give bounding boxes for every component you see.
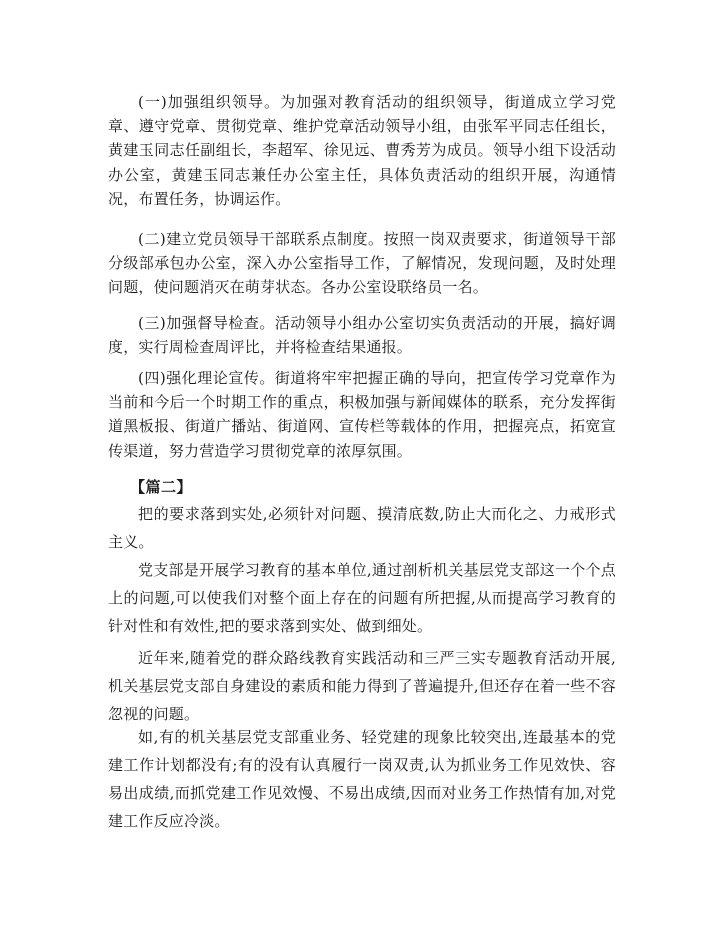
paragraph-recent-years: 近年来,随着党的群众路线教育实践活动和三严三实专题教育活动开展,机关基层党支部自身建设的素质和能力得到了普遍提升,但还存在着一些不容忽视的问题。 bbox=[108, 649, 616, 723]
section-heading: 【篇二】 bbox=[130, 478, 193, 496]
paragraph-examples: 如,有的机关基层党支部重业务、轻党建的现象比较突出,连最基本的党建工作计划都没有;有的没有认真履行一岗双责,认为抓业务工作见效快、容易出成绩,而抓党建工作见效慢、不易出成绩,因而对业务工作热情有加,对党建工作反应冷淡。 bbox=[108, 728, 616, 830]
paragraph-theory-publicity: (四)强化理论宣传。街道将牢牢把握正确的导向，把宣传学习党章作为当前和今后一个时期工作的重点，积极加强与新闻媒体的联系，充分发挥街道黑板报、街道广播站、街道网、宣传栏等载体的作用，把握亮点，拓宽宣传渠道，努力营造学习贯彻党章的浓厚氛围。 bbox=[108, 369, 616, 460]
paragraph-requirements: 把的要求落到实处,必须针对问题、摸清底数,防止大而化之、力戒形式主义。 bbox=[108, 505, 616, 551]
paragraph-party-branch-unit: 党支部是开展学习教育的基本单位,通过剖析机关基层党支部这一个个点上的问题,可以使我们对整个面上存在的问题有所把握,从而提高学习教育的针对性和有效性,把的要求落到实处、做到细处。 bbox=[108, 561, 616, 635]
paragraph-supervision-inspection: (三)加强督导检查。活动领导小组办公室切实负责活动的开展，搞好调度，实行周检查周评比，并将检查结果通报。 bbox=[108, 314, 616, 357]
paragraph-organization-leadership: (一)加强组织领导。为加强对教育活动的组织领导，街道成立学习党章、遵守党章、贯彻党章、维护党章活动领导小组，由张军平同志任组长，黄建玉同志任副组长，李超军、徐见远、曹秀芳为成员。领导小组下设活动办公室，黄建玉同志兼任办公室主任，具体负责活动的组织开展，沟通情况，布置任务，协调运作。 bbox=[108, 93, 616, 208]
paragraph-contact-point-system: (二)建立党员领导干部联系点制度。按照一岗双责要求，街道领导干部分级部承包办公室，深入办公室指导工作，了解情况，发现问题，及时处理问题，使问题消灭在萌芽状态。各办公室设联络员一名。 bbox=[108, 230, 616, 297]
